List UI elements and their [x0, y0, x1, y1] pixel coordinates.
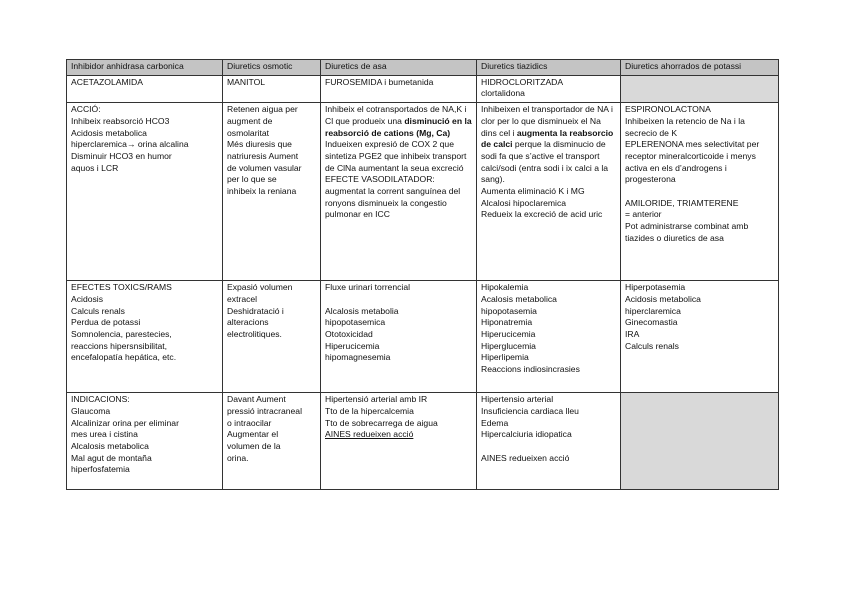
- efectes-cell-osmotic: [223, 281, 321, 393]
- cell-line: Perdua de potassi: [71, 317, 141, 328]
- cell-line: alteracions: [227, 317, 269, 328]
- cell-line: Deshidratació i: [227, 305, 284, 316]
- drug-name: HIDROCLORITZADA: [481, 76, 564, 87]
- cell-line: encefalopatía hepática, etc.: [71, 352, 177, 363]
- indicacions-cell-anhidrasa: [67, 393, 223, 490]
- cell-text: perque la disminucio de sodi fa que s’active el transport calci/sodi (entra sodi i ix calci a la sang).: [481, 139, 609, 185]
- cell-line: INDICACIONS:: [71, 394, 130, 405]
- cell-line: Hiponatremia: [481, 317, 533, 328]
- cell-line: Acidosis metabolica: [71, 127, 147, 138]
- accio-cell-potassi: [621, 103, 779, 281]
- cell-text: EPLERENONA mes selectivitat per receptor mineralcorticoide i menys activa en els d’androgens i progesterona: [625, 139, 760, 185]
- drug-cell: ACETAZOLAMIDA: [67, 75, 223, 102]
- cell-line: Més diuresis que: [227, 139, 292, 150]
- cell-line: inhibeix la reniana: [227, 186, 297, 197]
- cell-text: Redueix la excreció de acid uric: [481, 209, 603, 220]
- cell-line: Calculs renals: [625, 340, 679, 351]
- cell-text: AMILORIDE, TRIAMTERENE: [625, 197, 739, 208]
- efectes-cell-asa: [321, 281, 477, 393]
- cell-text: augmentat la corrent sanguínea del ronyons disminueix la congestio pulmonar en ICC: [325, 186, 461, 220]
- cell-line: extracel: [227, 293, 258, 304]
- cell-line: hiperclaremica: [625, 305, 681, 316]
- cell-line: EFECTES TOXICS/RAMS: [71, 282, 172, 293]
- drug-cell: MANITOL: [223, 75, 321, 102]
- spacer: [481, 441, 616, 453]
- accio-row: [67, 103, 779, 281]
- cell-line: Fluxe urinari torrencial: [325, 282, 411, 293]
- cell-text: Inhibeixen la retencio de Na i la secrecio de K: [625, 115, 745, 138]
- cell-line: Acidosis: [71, 293, 103, 304]
- cell-line: electrolitiques.: [227, 328, 282, 339]
- underlined-note: AINES redueixen acció: [325, 429, 414, 440]
- cell-line: Ginecomastia: [625, 317, 678, 328]
- cell-line: Hiperglucemia: [481, 340, 536, 351]
- cell-line: Reaccions indiosincrasies: [481, 364, 580, 375]
- cell-line: Alcalosis metabolia: [325, 305, 399, 316]
- indicacions-row: [67, 393, 779, 490]
- cell-line: hipomagnesemia: [325, 352, 391, 363]
- cell-line: Hiperlipemia: [481, 352, 529, 363]
- cell-line: Ototoxicidad: [325, 328, 373, 339]
- efectes-cell-potassi: [621, 281, 779, 393]
- cell-line: Mal agut de montaña: [71, 452, 152, 463]
- cell-line: Retenen aigua per: [227, 104, 298, 115]
- cell-text: Inhibeixen el transportador de NA i clor per lo que disminueix el Na dins cel i: [481, 104, 613, 138]
- diuretics-table: [66, 59, 779, 490]
- cell-text: Inhibeix el cotransportados de NA,K i Cl que produeix una: [325, 104, 467, 126]
- accio-cell-tiazidics: [477, 103, 621, 281]
- cell-line: Alcalinizar orina per eliminar: [71, 417, 179, 428]
- cell-line: Acalosis metabolica: [481, 293, 557, 304]
- cell-line: hiperclaremica→ orina alcalina: [71, 139, 189, 150]
- spacer: [325, 294, 472, 306]
- cell-line: Hipertensió arterial amb IR: [325, 394, 428, 405]
- drug-cell: [477, 75, 621, 102]
- header-cell: Diuretics de asa: [321, 60, 477, 76]
- header-cell: Inhibidor anhidrasa carbonica: [67, 60, 223, 76]
- cell-line: per lo que se: [227, 174, 277, 185]
- cell-line: Inhibeix reabsorció HCO3: [71, 115, 170, 126]
- cell-line: Hipercalciuria idiopatica: [481, 429, 572, 440]
- empty-cell: [621, 393, 779, 490]
- cell-line: Alcalosis metabolica: [71, 440, 149, 451]
- cell-text-bold: disminució en la reabsorció de cations (Mg, Ca): [325, 115, 472, 138]
- cell-line: pressió intracraneal: [227, 405, 302, 416]
- cell-line: orina.: [227, 452, 249, 463]
- cell-line: volumen de la: [227, 440, 281, 451]
- cell-line: Calculs renals: [71, 305, 125, 316]
- cell-line: mes urea i cistina: [71, 429, 138, 440]
- cell-line: Disminuir HCO3 en humor: [71, 150, 172, 161]
- cell-line: reaccions hipersnsibilitat,: [71, 340, 168, 351]
- cell-line: de volumen vasular: [227, 162, 302, 173]
- cell-line: Tto de la hipercalcemia: [325, 405, 414, 416]
- efectes-row: [67, 281, 779, 393]
- drug-name: clortalidona: [481, 88, 525, 99]
- empty-cell: [621, 75, 779, 102]
- accio-cell-osmotic: [223, 103, 321, 281]
- cell-line: natriuresis Aument: [227, 150, 299, 161]
- header-cell: Diuretics osmotic: [223, 60, 321, 76]
- accio-cell-anhidrasa: [67, 103, 223, 281]
- cell-text-bold: augmenta la reabsorcio de calci: [481, 127, 614, 150]
- cell-line: Edema: [481, 417, 509, 428]
- cell-line: IRA: [625, 328, 640, 339]
- spacer: [625, 186, 774, 198]
- cell-line: o intraocilar: [227, 417, 272, 428]
- cell-line: osmolaritat: [227, 127, 270, 138]
- cell-line: Hiperucicemia: [325, 340, 380, 351]
- cell-line: Tto de sobrecarrega de aigua: [325, 417, 438, 428]
- efectes-cell-tiazidics: [477, 281, 621, 393]
- cell-line: Hipokalemia: [481, 282, 529, 293]
- indicacions-cell-osmotic: [223, 393, 321, 490]
- header-cell: Diuretics ahorrados de potassi: [621, 60, 779, 76]
- drug-cell: FUROSEMIDA i bumetanida: [321, 75, 477, 102]
- cell-line: aquos i LCR: [71, 162, 119, 173]
- cell-line: Augmentar el: [227, 429, 279, 440]
- cell-line: augment de: [227, 115, 273, 126]
- cell-line: Hiperpotasemia: [625, 282, 686, 293]
- cell-line: Insuficiencia cardiaca lleu: [481, 405, 579, 416]
- header-cell: Diuretics tiazidics: [477, 60, 621, 76]
- cell-line: Hiperucicemia: [481, 328, 536, 339]
- cell-text: ESPIRONOLACTONA: [625, 104, 711, 115]
- drugs-row: [67, 75, 779, 102]
- indicacions-cell-asa: [321, 393, 477, 490]
- accio-cell-asa: [321, 103, 477, 281]
- cell-line: [325, 429, 472, 441]
- cell-line: ACCIÓ:: [71, 104, 101, 115]
- cell-text: EFECTE VASODILATADOR:: [325, 174, 435, 185]
- cell-text: Alcalosi hipoclaremica: [481, 197, 567, 208]
- cell-text: = anterior: [625, 209, 662, 220]
- cell-line: hipopotasemia: [481, 305, 537, 316]
- cell-line: hiperfosfatemia: [71, 464, 130, 475]
- indicacions-cell-tiazidics: [477, 393, 621, 490]
- cell-text: Indueixen expresió de COX 2 que sintetiza PGE2 que inhibeix transport de ClNa aumentant la seua excreció: [325, 139, 467, 173]
- efectes-cell-anhidrasa: [67, 281, 223, 393]
- cell-text: Aumenta eliminació K i MG: [481, 186, 585, 197]
- cell-line: Expasió volumen: [227, 282, 293, 293]
- cell-line: Hipertensio arterial: [481, 394, 554, 405]
- cell-line: AINES redueixen acció: [481, 452, 570, 463]
- header-row: [67, 60, 779, 76]
- cell-text: Pot administrarse combinat amb tiazides o diuretics de asa: [625, 221, 749, 243]
- cell-line: Davant Aument: [227, 394, 286, 405]
- cell-line: Glaucoma: [71, 405, 111, 416]
- cell-line: Somnolencia, parestecies,: [71, 328, 172, 339]
- cell-line: Acidosis metabolica: [625, 293, 701, 304]
- cell-line: hipopotasemica: [325, 317, 386, 328]
